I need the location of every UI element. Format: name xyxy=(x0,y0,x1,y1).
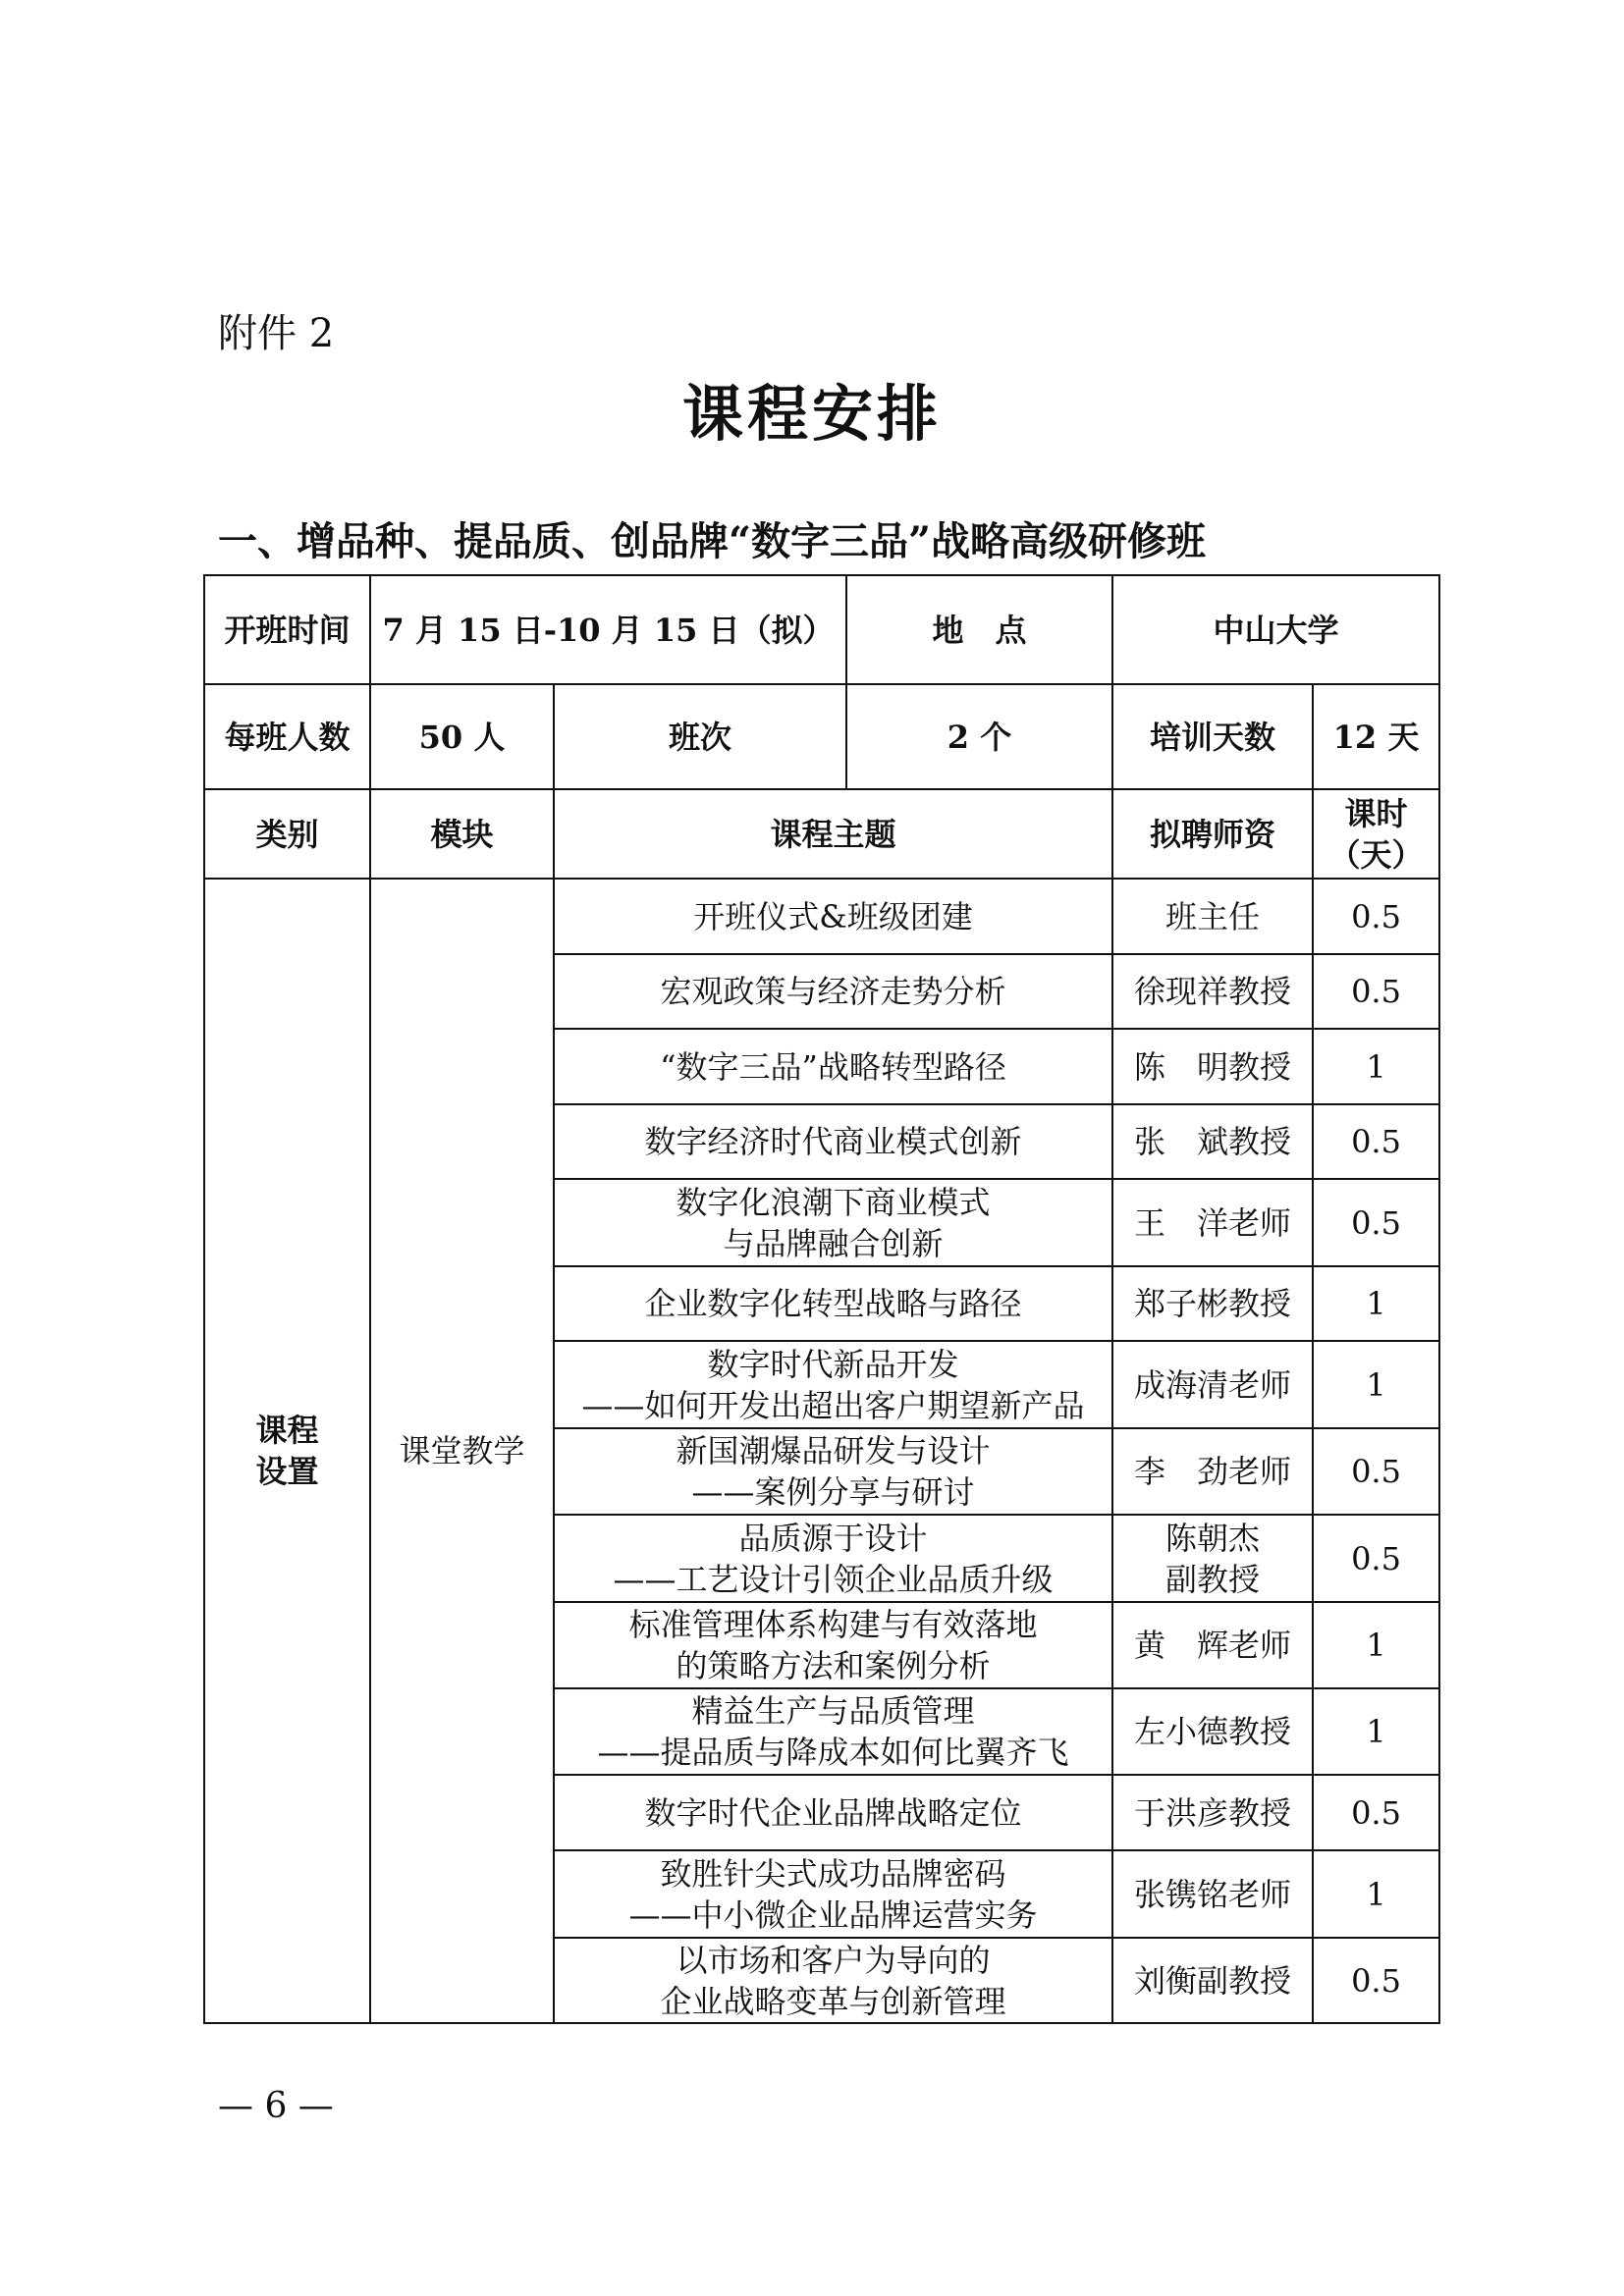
course-lecturer xyxy=(1112,1688,1313,1775)
course-topic-line: 以市场和客户为导向的 xyxy=(676,1941,991,1979)
course-lecturer xyxy=(1112,1341,1313,1428)
course-days: 1 xyxy=(1313,1602,1439,1688)
course-topic-line: 数字时代企业品牌战略定位 xyxy=(644,1793,1022,1832)
course-days: 1 xyxy=(1313,1266,1439,1341)
header-module: 模块 xyxy=(370,789,554,879)
course-lecturer xyxy=(1112,1938,1313,2023)
header-lecturer: 拟聘师资 xyxy=(1112,789,1313,879)
course-topic-line: 数字时代新品开发 xyxy=(707,1345,959,1383)
course-topic xyxy=(554,1029,1112,1104)
course-topic-line: 与品牌融合创新 xyxy=(723,1224,944,1262)
attachment-label: 附件 2 xyxy=(218,311,335,356)
class-size-label: 每班人数 xyxy=(204,684,370,789)
location-label: 地 点 xyxy=(846,575,1112,684)
course-topic xyxy=(554,1850,1112,1938)
course-days: 0.5 xyxy=(1313,1179,1439,1266)
course-topic xyxy=(554,1266,1112,1341)
section-title: 一、增品种、提品质、创品牌“数字三品”战略高级研修班 xyxy=(218,518,1207,564)
course-lecturer-line: 副教授 xyxy=(1164,1560,1260,1598)
course-lecturer xyxy=(1112,1428,1313,1515)
sessions-label: 班次 xyxy=(554,684,846,789)
class-size-value: 50 人 xyxy=(370,684,554,789)
course-topic-line: 企业战略变革与创新管理 xyxy=(660,1982,1006,2020)
course-days: 1 xyxy=(1313,1688,1439,1775)
course-topic xyxy=(554,1688,1112,1775)
course-topic-line: “数字三品”战略转型路径 xyxy=(660,1047,1006,1086)
course-lecturer-line: 李 劲老师 xyxy=(1133,1453,1291,1490)
course-lecturer-line: 张镌铭老师 xyxy=(1133,1875,1291,1913)
course-days: 0.5 xyxy=(1313,1775,1439,1850)
course-days: 0.5 xyxy=(1313,954,1439,1029)
course-topic xyxy=(554,879,1112,954)
course-lecturer-line: 刘衡副教授 xyxy=(1133,1961,1291,2000)
period-label: 开班时间 xyxy=(204,575,370,684)
course-lecturer-line: 班主任 xyxy=(1164,897,1260,935)
course-days: 1 xyxy=(1313,1850,1439,1938)
course-topic-line: 品质源于设计 xyxy=(738,1519,928,1557)
course-topic xyxy=(554,1775,1112,1850)
course-lecturer xyxy=(1112,1775,1313,1850)
course-lecturer-line: 于洪彦教授 xyxy=(1133,1793,1291,1832)
header-topic: 课程主题 xyxy=(554,789,1112,879)
header-hours-line1: 课时 xyxy=(1344,794,1408,832)
course-topic-line: 数字化浪潮下商业模式 xyxy=(676,1183,991,1221)
course-lecturer-line: 黄 辉老师 xyxy=(1133,1627,1291,1664)
header-hours xyxy=(1313,789,1439,879)
course-topic xyxy=(554,1104,1112,1179)
course-lecturer xyxy=(1112,879,1313,954)
course-days: 0.5 xyxy=(1313,1938,1439,2023)
info-row-period xyxy=(204,575,1439,684)
course-lecturer-line: 张 斌教授 xyxy=(1133,1123,1291,1160)
location-value: 中山大学 xyxy=(1112,575,1439,684)
course-lecturer-line: 王 洋老师 xyxy=(1133,1203,1291,1242)
period-value: 7 月 15 日-10 月 15 日（拟） xyxy=(370,575,846,684)
course-topic-line: 数字经济时代商业模式创新 xyxy=(644,1123,1022,1160)
course-topic-line: ——如何开发出超出客户期望新产品 xyxy=(581,1386,1085,1424)
course-lecturer-line: 左小德教授 xyxy=(1133,1713,1291,1750)
course-days: 1 xyxy=(1313,1341,1439,1428)
course-topic-line: ——提品质与降成本如何比翼齐飞 xyxy=(597,1734,1069,1771)
course-days: 1 xyxy=(1313,1029,1439,1104)
course-topic-line: 精益生产与品质管理 xyxy=(691,1692,975,1730)
course-lecturer-line: 徐现祥教授 xyxy=(1133,973,1291,1010)
category-line: 设置 xyxy=(255,1453,319,1490)
course-lecturer xyxy=(1112,1029,1313,1104)
course-days: 0.5 xyxy=(1313,1428,1439,1515)
training-days-label: 培训天数 xyxy=(1112,684,1313,789)
category-cell xyxy=(204,879,370,2023)
header-category: 类别 xyxy=(204,789,370,879)
course-topic-line: 致胜针尖式成功品牌密码 xyxy=(660,1854,1006,1893)
course-lecturer xyxy=(1112,954,1313,1029)
header-hours-line2: （天） xyxy=(1328,835,1424,874)
course-days: 0.5 xyxy=(1313,879,1439,954)
course-lecturer xyxy=(1112,1179,1313,1266)
course-topic xyxy=(554,1602,1112,1688)
course-topic xyxy=(554,1938,1112,2023)
course-lecturer-line: 郑子彬教授 xyxy=(1133,1285,1291,1322)
course-schedule-table xyxy=(203,574,1440,2024)
course-topic-line: ——中小微企业品牌运营实务 xyxy=(628,1896,1038,1934)
course-topic xyxy=(554,1428,1112,1515)
course-topic-line: 的策略方法和案例分析 xyxy=(676,1647,991,1684)
course-lecturer xyxy=(1112,1515,1313,1602)
course-topic-line: 宏观政策与经济走势分析 xyxy=(660,973,1006,1010)
course-topic-line: 标准管理体系构建与有效落地 xyxy=(628,1606,1038,1643)
page-title: 课程安排 xyxy=(681,378,942,450)
course-lecturer-line: 成海清老师 xyxy=(1133,1365,1291,1404)
course-days: 0.5 xyxy=(1313,1104,1439,1179)
course-topic-line: 开班仪式&班级团建 xyxy=(693,897,973,935)
course-lecturer-line: 陈 明教授 xyxy=(1133,1047,1291,1086)
header-row xyxy=(204,789,1439,879)
training-days-value: 12 天 xyxy=(1313,684,1439,789)
course-topic-line: 企业数字化转型战略与路径 xyxy=(644,1285,1022,1322)
course-lecturer-line: 陈朝杰 xyxy=(1164,1519,1260,1557)
course-topic xyxy=(554,954,1112,1029)
course-days: 0.5 xyxy=(1313,1515,1439,1602)
course-lecturer xyxy=(1112,1850,1313,1938)
course-lecturer xyxy=(1112,1266,1313,1341)
course-topic xyxy=(554,1341,1112,1428)
course-row xyxy=(204,879,1439,954)
sessions-value: 2 个 xyxy=(846,684,1112,789)
course-topic xyxy=(554,1515,1112,1602)
course-topic-line: ——案例分享与研讨 xyxy=(691,1473,975,1511)
page-number: — 6 — xyxy=(218,2086,334,2126)
course-topic-line: ——工艺设计引领企业品质升级 xyxy=(613,1560,1054,1598)
course-topic-line: 新国潮爆品研发与设计 xyxy=(676,1432,991,1469)
course-lecturer xyxy=(1112,1104,1313,1179)
info-row-class xyxy=(204,684,1439,789)
module-cell: 课堂教学 xyxy=(370,879,554,2023)
category-line: 课程 xyxy=(255,1412,319,1449)
course-lecturer xyxy=(1112,1602,1313,1688)
course-topic xyxy=(554,1179,1112,1266)
